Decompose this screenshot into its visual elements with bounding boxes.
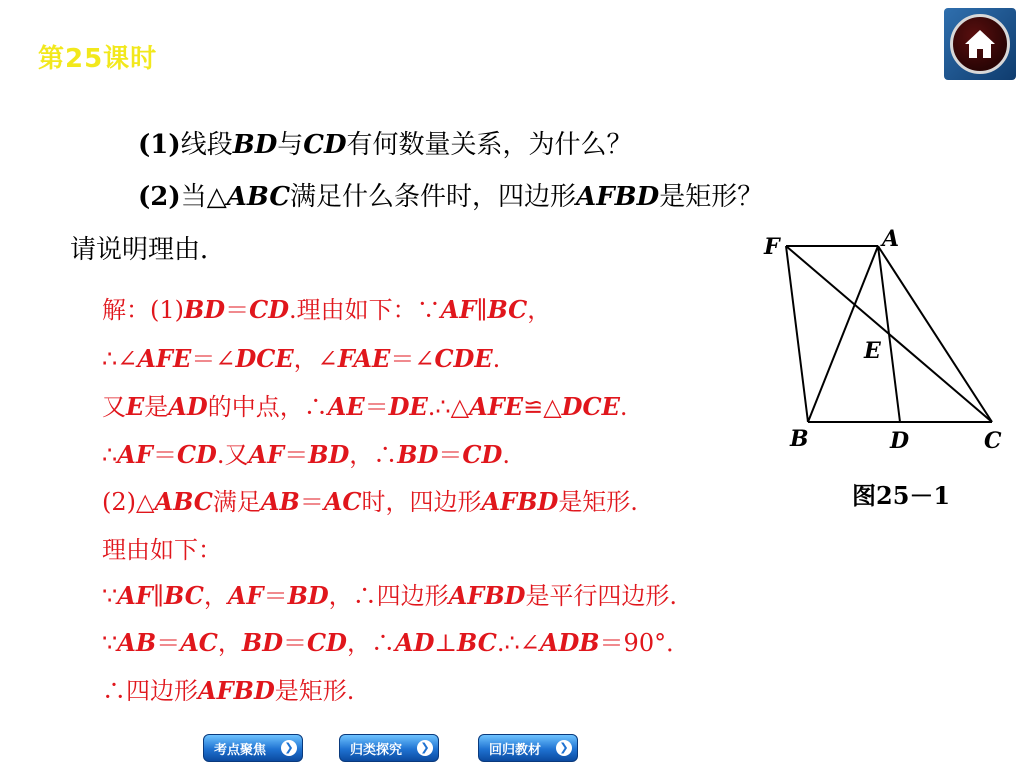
label-E: E	[864, 338, 881, 364]
answer-line-1: 解：(1)BD＝CD.理由如下：∵AF∥BC，	[102, 295, 552, 324]
label-B: B	[790, 426, 809, 452]
segment-FB	[786, 246, 808, 422]
nav-button-guilei[interactable]	[339, 734, 439, 762]
nav-label: 考点聚焦	[214, 742, 267, 758]
label-A: A	[882, 226, 900, 252]
label-F: F	[764, 234, 780, 260]
segment-AC	[878, 246, 992, 422]
answer-line-3: 又E是AD的中点，∴AE＝DE.∴△AFE≌△DCE.	[102, 392, 628, 421]
chevron-right-icon: ❯	[556, 740, 572, 756]
chevron-right-icon: ❯	[281, 740, 297, 756]
question-3: 请说明理由．	[70, 235, 227, 265]
nav-label: 回归教材	[489, 742, 542, 758]
nav-label: 归类探究	[350, 742, 403, 758]
question-2: (2)当△ABC满足什么条件时，四边形AFBD是矩形？	[138, 182, 764, 212]
answer-line-4: ∴AF＝CD.又AF＝BD，∴BD＝CD.	[102, 440, 510, 469]
home-icon	[950, 14, 1010, 74]
lesson-title: 第25课时	[38, 44, 158, 74]
answer-line-9: ∴四边形AFBD是矩形.	[102, 676, 355, 705]
label-D: D	[890, 428, 910, 454]
geometry-figure	[756, 222, 1012, 458]
answer-line-2: ∴∠AFE＝∠DCE，∠FAE＝∠CDE.	[102, 344, 501, 373]
answer-line-6: 理由如下：	[102, 536, 222, 564]
figure-caption: 图25－1	[852, 481, 951, 510]
question-1: (1)线段BD与CD有何数量关系，为什么？	[138, 130, 633, 160]
home-button[interactable]	[944, 8, 1016, 80]
label-C: C	[984, 428, 1002, 454]
nav-button-huigui[interactable]	[478, 734, 578, 762]
answer-line-7: ∵AF∥BC，AF＝BD，∴四边形AFBD是平行四边形.	[102, 581, 678, 610]
answer-line-8: ∵AB＝AC，BD＝CD，∴AD⊥BC.∴∠ADB＝90°．	[102, 628, 691, 657]
segment-AB	[808, 246, 878, 422]
segment-FC	[786, 246, 992, 422]
chevron-right-icon: ❯	[417, 740, 433, 756]
answer-line-5: (2)△ABC满足AB＝AC时，四边形AFBD是矩形.	[102, 487, 638, 516]
nav-button-kaodian[interactable]	[203, 734, 303, 762]
